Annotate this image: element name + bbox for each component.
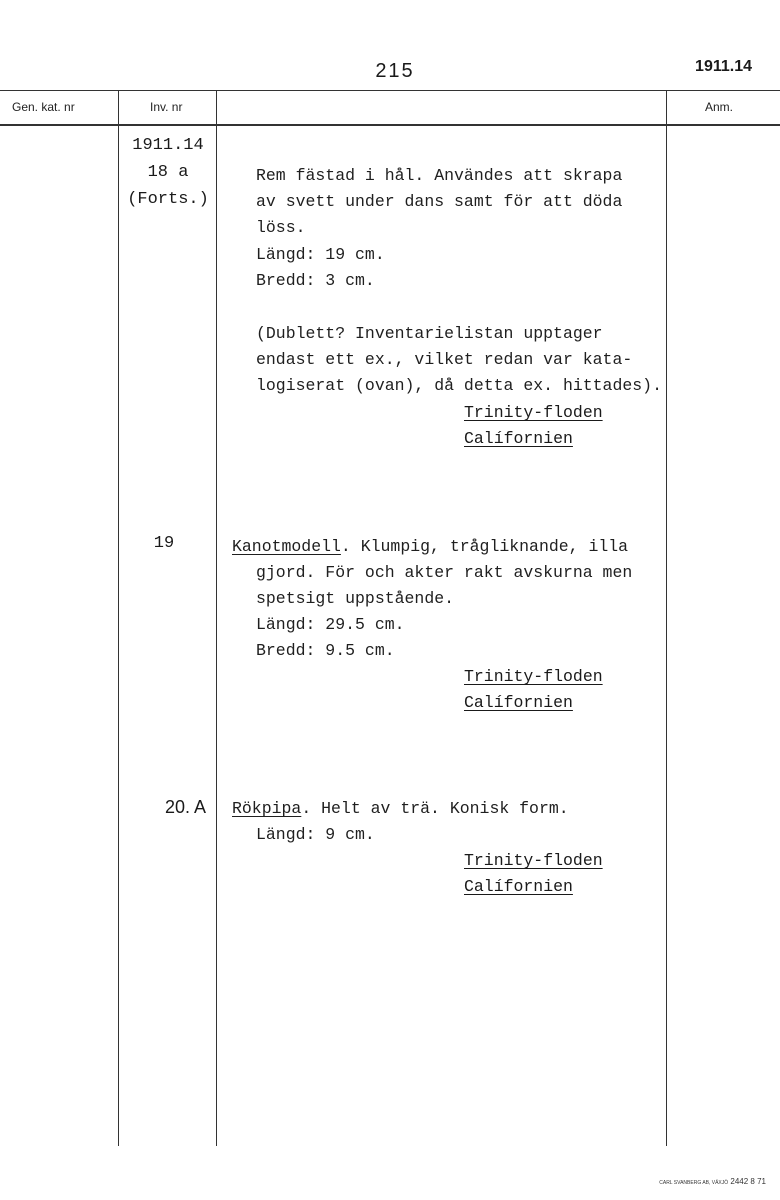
width-line: Bredd: 9.5 cm. bbox=[256, 641, 395, 660]
location-river: Trinity-floden bbox=[464, 667, 603, 686]
printer-name: CARL SVANBERG AB, VÄXJÖ bbox=[659, 1180, 729, 1186]
inv-number: 19 bbox=[153, 534, 175, 553]
note-line: endast ett ex., vilket redan var kata- bbox=[256, 350, 633, 369]
form-code: 2442 8 71 bbox=[730, 1177, 766, 1186]
column-header-anm: Anm. bbox=[705, 100, 734, 114]
entry-text-line: . Helt av trä. Konisk form. bbox=[301, 799, 569, 818]
inv-number: 1911.14 bbox=[132, 136, 204, 155]
column-divider-text bbox=[216, 91, 217, 1146]
location-state: Calífornien bbox=[464, 429, 573, 448]
object-title: Rökpipa bbox=[232, 799, 302, 818]
length-line: Längd: 19 cm. bbox=[256, 245, 385, 264]
location-state: Calífornien bbox=[464, 877, 573, 896]
note-line: (Dublett? Inventarielistan upptager bbox=[256, 324, 603, 343]
column-divider-anm bbox=[666, 91, 667, 1146]
length-line: Längd: 29.5 cm. bbox=[256, 615, 405, 634]
entry-first-line bbox=[232, 534, 628, 561]
note-line: logiserat (ovan), då detta ex. hittades). bbox=[256, 376, 662, 395]
header-top-rule bbox=[0, 90, 780, 91]
page-number: 215 bbox=[375, 60, 415, 82]
inv-number-sub: 18 a bbox=[147, 163, 189, 182]
entry-text-line: löss. bbox=[256, 218, 306, 237]
location-river: Trinity-floden bbox=[464, 403, 603, 422]
column-divider-inv bbox=[118, 91, 119, 1146]
location-river: Trinity-floden bbox=[464, 851, 603, 870]
entry-text-line: av svett under dans samt för att döda bbox=[256, 192, 623, 211]
location-state: Calífornien bbox=[464, 693, 573, 712]
inv-number: 20. A bbox=[164, 797, 206, 817]
object-title: Kanotmodell bbox=[232, 537, 341, 556]
width-line: Bredd: 3 cm. bbox=[256, 271, 375, 290]
printer-imprint bbox=[659, 1177, 766, 1186]
entry-text-line: spetsigt uppstående. bbox=[256, 589, 455, 608]
catalog-reference: 1911.14 bbox=[695, 58, 752, 75]
column-header-inv: Inv. nr bbox=[150, 100, 183, 114]
entry-text-line: . Klumpig, trågliknande, illa bbox=[340, 537, 629, 556]
column-header-gen-kat: Gen. kat. nr bbox=[12, 100, 75, 114]
entry-text-line: Rem fästad i hål. Användes att skrapa bbox=[256, 166, 623, 185]
entry-text-line: gjord. För och akter rakt avskurna men bbox=[256, 563, 633, 582]
inv-continued: (Forts.) bbox=[127, 190, 209, 209]
length-line: Längd: 9 cm. bbox=[256, 825, 375, 844]
header-bottom-rule bbox=[0, 124, 780, 126]
entry-first-line bbox=[232, 796, 569, 823]
